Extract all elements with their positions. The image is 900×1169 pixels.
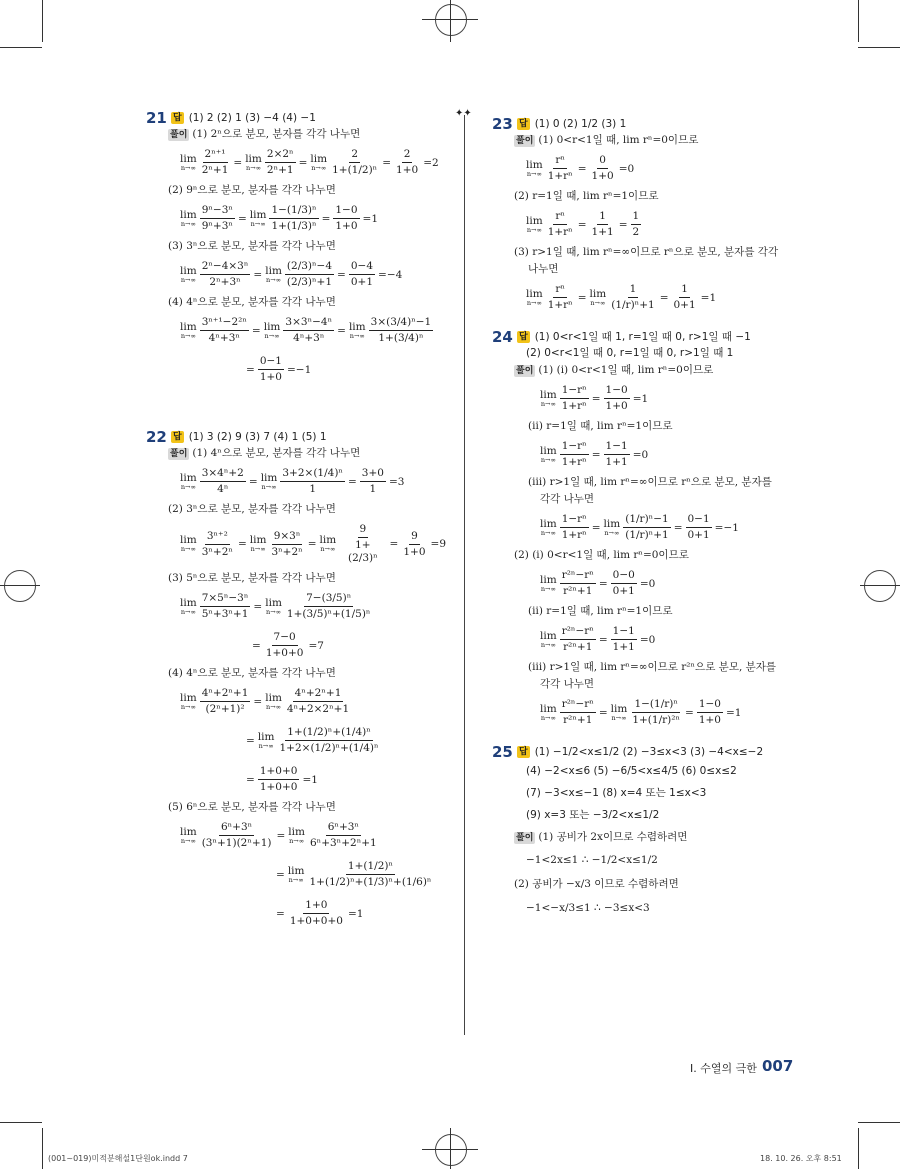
section-label: Ⅰ. 수열의 극한 [690, 1062, 757, 1075]
numerator: 4ⁿ+2ⁿ+1 [293, 687, 344, 702]
equation: = lim n→∞ $\frac{\text{1+(1/2)ⁿ}}{\text{1+(1/2)ⁿ+(1/3)ⁿ+(1/6)ⁿ}}$ [276, 860, 432, 888]
denominator: 1+1 [605, 456, 628, 468]
numerator: 0 [597, 154, 608, 169]
numerator: rⁿ [553, 154, 567, 169]
problem-number: 21 [146, 109, 167, 127]
limit-operator: lim n→∞ [180, 264, 197, 284]
equation: lim n→∞ $\frac{\text{r²ⁿ−rⁿ}}{\text{r²ⁿ+1}}$ = $\frac{1-1}{1+1}$ =0 [540, 625, 656, 653]
result: =−1 [286, 363, 312, 376]
crop-mark [858, 1128, 859, 1169]
numerator: 1−1 [611, 625, 637, 640]
numerator: 1−0 [604, 384, 630, 399]
result: =0 [639, 633, 656, 646]
limit-operator: lim n→∞ [526, 214, 543, 234]
denominator: 1+1 [591, 226, 614, 238]
step-text: (1) (ⅰ) 0<r<1일 때, lim rⁿ=0이므로 [538, 364, 714, 376]
solution-badge: 풀이 [516, 366, 534, 376]
numerator: 1−0 [333, 204, 359, 219]
limit-operator: lim n→∞ [249, 534, 267, 553]
solution-badge: 풀이 [170, 449, 188, 459]
denominator: 1+0 [403, 545, 426, 558]
crop-mark [0, 47, 42, 48]
numerator: 3ⁿ⁺² [205, 530, 230, 545]
registration-line [422, 1149, 478, 1150]
limit-operator: lim n→∞ [257, 730, 275, 750]
result: =7 [308, 639, 324, 652]
equation: lim n→∞ $\frac{\text{9ⁿ−3ⁿ}}{\text{9ⁿ+3ⁿ}}$ = lim n→∞ $\frac{\text{1−(1/3)ⁿ}}{\text{1+(1/3)ⁿ}}$ = $\frac{1-0}{1+0}$ =1 [180, 204, 379, 232]
limit-operator: lim n→∞ [180, 208, 197, 228]
denominator: 2ⁿ+3ⁿ [209, 276, 241, 288]
answer-badge: 답 [173, 432, 182, 442]
crop-mark [858, 47, 900, 48]
denominator: 1+rⁿ [547, 170, 573, 182]
step-text: (1) 4ⁿ으로 분모, 분자를 각각 나누면 [192, 447, 361, 459]
numerator: 7×5ⁿ−3ⁿ [200, 592, 251, 607]
denominator: 1+(1/r)²ⁿ [632, 714, 680, 726]
denominator: (1/r)ⁿ+1 [611, 299, 655, 311]
numerator: 1+(1/2)ⁿ+(1/4)ⁿ [285, 726, 373, 741]
left-column [146, 110, 446, 937]
limit-operator: lim n→∞ [540, 517, 557, 537]
registration-mark [864, 570, 896, 602]
denominator: 1+0 [335, 220, 358, 232]
ornament-icon: ✦✦ [455, 108, 472, 119]
result: =3 [388, 475, 405, 488]
denominator: 0+1 [687, 529, 710, 541]
equation: lim n→∞ $\frac{\text{rⁿ}}{\text{1+rⁿ}}$ = $\frac{0}{1+0}$ =0 [526, 154, 635, 182]
equation: lim n→∞ $\frac{\text{3×4ⁿ+2}}{\text{4ⁿ}}$ = lim n→∞ $\frac{\text{3+2×(1/4)ⁿ}}{1}$ = $\frac{3+0}{1}$ =3 [180, 467, 405, 495]
step-text: (2) (ⅰ) 0<r<1일 때, lim rⁿ=0이므로 [514, 549, 689, 561]
numerator: 9×3ⁿ [272, 530, 303, 545]
equation: lim n→∞ $\frac{\text{r²ⁿ−rⁿ}}{\text{r²ⁿ+1}}$ = $\frac{0-0}{0+1}$ =0 [540, 569, 656, 597]
numerator: 6ⁿ+3ⁿ [326, 821, 361, 836]
equation: = $\frac{1+0+0}{1+0+0}$ =1 [246, 765, 318, 793]
denominator: 1+rⁿ [561, 400, 587, 412]
step-text: (5) 6ⁿ으로 분모, 분자를 각각 나누면 [168, 801, 336, 813]
solution-badge: 풀이 [170, 130, 188, 140]
step-text: (4) 4ⁿ으로 분모, 분자를 각각 나누면 [168, 667, 336, 679]
result: =1 [347, 907, 364, 920]
problem-number: 24 [492, 328, 513, 346]
numerator: 4ⁿ+2ⁿ+1 [200, 687, 251, 702]
result: =0 [632, 448, 649, 461]
denominator: 1 [369, 483, 377, 495]
limit-operator: lim n→∞ [288, 825, 305, 845]
numerator: 1+(1/2)ⁿ [346, 860, 395, 875]
numerator: 1+0 [303, 899, 329, 914]
result: =0 [618, 162, 635, 175]
denominator: 6ⁿ+3ⁿ+2ⁿ+1 [309, 837, 377, 849]
solution-badge: 풀이 [516, 833, 534, 843]
right-column [492, 116, 792, 924]
numerator: 0−1 [686, 513, 712, 528]
registration-mark [435, 4, 467, 36]
denominator: r²ⁿ+1 [563, 585, 593, 597]
slug-right: 18. 10. 26. 오후 8:51 [760, 1154, 842, 1163]
numerator: 2 [402, 148, 413, 163]
answer-text: (4) −2<x≤6 (5) −6/5<x≤4/5 (6) 0≤x≤2 [526, 765, 737, 777]
registration-line [450, 0, 451, 42]
answer-badge: 답 [519, 332, 528, 342]
numerator: 1−(1/r)ⁿ [632, 698, 679, 713]
denominator: 1+0 [698, 714, 721, 726]
numerator: 3+2×(1/4)ⁿ [280, 467, 345, 482]
limit-operator: lim n→∞ [180, 825, 197, 845]
step-text: (3) r>1일 때, lim rⁿ=∞이므로 rⁿ으로 분모, 분자를 각각 [514, 246, 779, 258]
denominator: 1+(2/3)ⁿ [348, 539, 378, 564]
slug-left: (001~019)미적분해설1단원ok.indd 7 [48, 1154, 188, 1163]
denominator: 2ⁿ+1 [201, 164, 229, 176]
step-text: 각각 나누면 [540, 678, 595, 690]
denominator: r²ⁿ+1 [563, 641, 593, 653]
denominator: 4ⁿ+2×2ⁿ+1 [286, 703, 350, 715]
numerator: 3×4ⁿ+2 [200, 467, 246, 482]
denominator: 1+rⁿ [547, 299, 573, 311]
denominator: r²ⁿ+1 [563, 714, 593, 726]
step-text: (1) 0<r<1일 때, lim rⁿ=0이므로 [538, 134, 699, 146]
limit-operator: lim n→∞ [180, 691, 197, 711]
registration-line [422, 19, 478, 20]
equation: lim n→∞ $\frac{\text{1−rⁿ}}{\text{1+rⁿ}}$ = $\frac{1-0}{1+0}$ =1 [540, 384, 649, 412]
answer-text: (9) x=3 또는 −3/2<x≤1/2 [526, 809, 660, 821]
numerator: 6ⁿ+3ⁿ [219, 821, 254, 836]
step-text: (3) 5ⁿ으로 분모, 분자를 각각 나누면 [168, 572, 336, 584]
limit-operator: lim n→∞ [540, 444, 557, 464]
step-text: (3) 3ⁿ으로 분모, 분자를 각각 나누면 [168, 240, 336, 252]
result: =2 [423, 156, 439, 169]
equation: −1<−x/3≤1 ∴ −3≤x<3 [526, 902, 650, 914]
limit-operator: lim n→∞ [348, 320, 366, 340]
numerator: 7−(3/5)ⁿ [304, 592, 353, 607]
denominator: (3ⁿ+1)(2ⁿ+1) [201, 837, 272, 849]
denominator: 4ⁿ+3ⁿ [293, 332, 325, 344]
answer-text: (1) 0<r<1일 때 1, r=1일 때 0, r>1일 때 −1 [534, 331, 751, 343]
answer-text: (1) 2 (2) 1 (3) −4 (4) −1 [188, 112, 316, 124]
denominator: 9ⁿ+3ⁿ [201, 220, 233, 232]
limit-operator: lim n→∞ [265, 264, 282, 284]
equation: lim n→∞ $\frac{\text{1−rⁿ}}{\text{1+rⁿ}}$ = lim n→∞ $\frac{\text{(1/r)ⁿ−1}}{\text{(1/r)ⁿ+1}}$ = $\frac{0-1}{0+1}$ =−1 [540, 513, 739, 541]
denominator: 1+0 [259, 371, 282, 383]
answer-text: (1) 3 (2) 9 (3) 7 (4) 1 (5) 1 [188, 431, 327, 443]
limit-operator: lim n→∞ [319, 534, 337, 553]
step-text: (1) 공비가 2x이므로 수렴하려면 [538, 831, 688, 843]
registration-line [860, 585, 900, 586]
denominator: 1+1 [612, 641, 635, 653]
denominator: (1/r)ⁿ+1 [625, 529, 669, 541]
result: =1 [632, 392, 649, 405]
result: =0 [639, 577, 656, 590]
numerator: 9ⁿ−3ⁿ [200, 204, 235, 219]
numerator: r²ⁿ−rⁿ [560, 625, 596, 640]
equation: lim n→∞ $\frac{\text{1−rⁿ}}{\text{1+rⁿ}}$ = $\frac{1-1}{1+1}$ =0 [540, 440, 649, 468]
limit-operator: lim n→∞ [249, 208, 267, 228]
equation: lim n→∞ $\frac{\text{3ⁿ⁺²}}{\text{3ⁿ+2ⁿ}}$ = lim n→∞ $\frac{\text{9×3ⁿ}}{\text{3ⁿ+2ⁿ}}$ = lim n→∞ $\frac{9}{\text{1+(2/3)ⁿ}}$ = $\frac{9}{1+0}$ =9 [180, 523, 446, 564]
equation: lim n→∞ $\frac{\text{3ⁿ⁺¹−2²ⁿ}}{\text{4ⁿ+3ⁿ}}$ = lim n→∞ $\frac{\text{3×3ⁿ−4ⁿ}}{\text{4ⁿ+3ⁿ}}$ = lim n→∞ $\frac{\text{3×(3/4)ⁿ−1}}{\text{1+(3/4)ⁿ}}$ [180, 316, 432, 344]
equation: = $\frac{0-1}{1+0}$ =−1 [246, 355, 312, 383]
limit-operator: lim n→∞ [180, 152, 197, 172]
denominator: (2/3)ⁿ+1 [286, 276, 333, 288]
equation: lim n→∞ $\frac{\text{rⁿ}}{\text{1+rⁿ}}$ = lim n→∞ $\frac{1}{\text{(1/r)ⁿ+1}}$ = $\frac{1}{0+1}$ =1 [526, 283, 717, 311]
numerator: 1−rⁿ [560, 513, 589, 528]
numerator: 1−0 [697, 698, 723, 713]
equation: lim n→∞ $\frac{\text{r²ⁿ−rⁿ}}{\text{r²ⁿ+1}}$ = lim n→∞ $\frac{\text{1−(1/r)ⁿ}}{\text{1+(1/r)²ⁿ}}$ = $\frac{1-0}{1+0}$ =1 [540, 698, 742, 726]
denominator: 1+0 [605, 400, 628, 412]
denominator: 4ⁿ [217, 483, 229, 495]
solution-badge: 풀이 [516, 136, 534, 146]
denominator: 1+(3/4)ⁿ [378, 332, 424, 344]
denominator: 3ⁿ+2ⁿ [271, 545, 303, 558]
limit-operator: lim n→∞ [287, 864, 305, 884]
numerator: 3×3ⁿ−4ⁿ [283, 316, 334, 331]
numerator: (2/3)ⁿ−4 [285, 260, 334, 275]
limit-operator: lim n→∞ [180, 534, 197, 553]
column-divider [464, 115, 465, 1035]
limit-operator: lim n→∞ [610, 702, 628, 722]
limit-operator: lim n→∞ [540, 629, 557, 649]
registration-mark [435, 1134, 467, 1166]
limit-operator: lim n→∞ [540, 573, 557, 593]
numerator: rⁿ [553, 283, 567, 298]
result: =1 [302, 773, 318, 786]
problem-23 [492, 116, 792, 317]
denominator: 5ⁿ+3ⁿ+1 [201, 608, 249, 620]
denominator: 0+1 [673, 299, 696, 311]
limit-operator: lim n→∞ [265, 691, 282, 711]
limit-operator: lim n→∞ [310, 152, 328, 172]
denominator: 1+0+0 [265, 647, 304, 659]
numerator: 0−1 [258, 355, 284, 370]
equation: lim n→∞ $\frac{\text{7×5ⁿ−3ⁿ}}{\text{5ⁿ+3ⁿ+1}}$ = lim n→∞ $\frac{\text{7−(3/5)ⁿ}}{\text{1+(3/5)ⁿ+(1/5)ⁿ}}$ [180, 592, 371, 620]
numerator: (1/r)ⁿ−1 [623, 513, 670, 528]
answer-text: (1) −1/2<x≤1/2 (2) −3≤x<3 (3) −4<x≤−2 [534, 746, 764, 758]
denominator: 4ⁿ+3ⁿ [208, 332, 240, 344]
equation: −1<2x≤1 ∴ −1/2<x≤1/2 [526, 854, 658, 866]
denominator: 0+1 [612, 585, 635, 597]
step-text: (ⅱ) r=1일 때, lim rⁿ=1이므로 [528, 420, 673, 432]
problem-24 [492, 329, 792, 732]
equation: lim n→∞ $\frac{\text{2ⁿ⁺¹}}{\text{2ⁿ+1}}$ = lim n→∞ $\frac{\text{2×2ⁿ}}{\text{2ⁿ+1}}$ = lim n→∞ $\frac{2}{\text{1+(1/2)ⁿ}}$ = $\frac{2}{1+0}$ =2 [180, 148, 439, 176]
denominator: 1+(1/2)ⁿ+(1/3)ⁿ+(1/6)ⁿ [309, 876, 432, 888]
denominator: 1+rⁿ [547, 226, 573, 238]
limit-operator: lim n→∞ [180, 471, 197, 491]
numerator: 7−0 [272, 631, 298, 646]
answer-badge: 답 [519, 119, 528, 129]
denominator: 1+(1/2)ⁿ [332, 164, 378, 176]
denominator: 1+0 [591, 170, 614, 182]
numerator: 1−rⁿ [560, 384, 589, 399]
step-text: (ⅲ) r>1일 때, lim rⁿ=∞이므로 rⁿ으로 분모, 분자를 [528, 476, 772, 488]
numerator: 1 [679, 283, 690, 298]
crop-mark [0, 1122, 42, 1123]
numerator: rⁿ [553, 210, 567, 225]
numerator: 9 [409, 530, 420, 545]
answer-text: (7) −3<x≤−1 (8) x=4 또는 1≤x<3 [526, 787, 707, 799]
limit-operator: lim n→∞ [589, 287, 607, 307]
equation: = lim n→∞ $\frac{\text{1+(1/2)ⁿ+(1/4)ⁿ}}{\text{1+2×(1/2)ⁿ+(1/4)ⁿ}}$ [246, 726, 379, 754]
numerator: 1−(1/3)ⁿ [269, 204, 318, 219]
problem-21 [146, 110, 446, 389]
limit-operator: lim n→∞ [263, 320, 281, 340]
limit-operator: lim n→∞ [180, 596, 197, 616]
step-text: 각각 나누면 [540, 493, 595, 505]
denominator: 1+(1/3)ⁿ [271, 220, 317, 232]
denominator: 1+rⁿ [561, 529, 587, 541]
denominator: 1+(3/5)ⁿ+(1/5)ⁿ [286, 608, 371, 620]
step-text: (1) 2ⁿ으로 분모, 분자를 각각 나누면 [192, 128, 361, 140]
numerator: 1 [597, 210, 608, 225]
denominator: 1+0 [396, 164, 419, 176]
step-text: (2) 9ⁿ으로 분모, 분자를 각각 나누면 [168, 184, 336, 196]
limit-operator: lim n→∞ [245, 152, 262, 172]
numerator: 1 [631, 210, 642, 225]
page-number: 007 [762, 1057, 794, 1075]
denominator: 0+1 [350, 276, 374, 288]
problem-number: 22 [146, 428, 167, 446]
denominator: 1+2×(1/2)ⁿ+(1/4)ⁿ [279, 742, 379, 754]
problem-25 [492, 744, 792, 920]
numerator: 0−0 [611, 569, 637, 584]
numerator: 3ⁿ⁺¹−2²ⁿ [200, 316, 249, 331]
result: =1 [362, 212, 379, 225]
problem-number: 25 [492, 743, 513, 761]
equation: = $\frac{7-0}{1+0+0}$ =7 [252, 631, 324, 659]
denominator: 2ⁿ+1 [266, 164, 294, 176]
numerator: 0−4 [349, 260, 375, 275]
step-text: (2) r=1일 때, lim rⁿ=1이므로 [514, 190, 659, 202]
numerator: 2ⁿ⁺¹ [203, 148, 228, 163]
denominator: 1 [309, 483, 317, 495]
denominator: 1+0+0+0 [289, 915, 343, 927]
crop-mark [858, 1122, 900, 1123]
step-text: (2) 3ⁿ으로 분모, 분자를 각각 나누면 [168, 503, 336, 515]
equation: lim n→∞ $\frac{\text{6ⁿ+3ⁿ}}{\text{(3ⁿ+1)(2ⁿ+1)}}$ = lim n→∞ $\frac{\text{6ⁿ+3ⁿ}}{\text{6ⁿ+3ⁿ+2ⁿ+1}}$ [180, 821, 377, 849]
limit-operator: lim n→∞ [540, 702, 557, 722]
step-text: (ⅲ) r>1일 때, lim rⁿ=∞이므로 r²ⁿ으로 분모, 분자를 [528, 661, 777, 673]
registration-mark [4, 570, 36, 602]
crop-mark [42, 1128, 43, 1169]
equation: = $\frac{1+0}{1+0+0+0}$ =1 [276, 899, 364, 927]
numerator: 3+0 [360, 467, 386, 482]
step-text: (ⅱ) r=1일 때, lim rⁿ=1이므로 [528, 605, 673, 617]
numerator: r²ⁿ−rⁿ [560, 569, 596, 584]
denominator: 3ⁿ+2ⁿ [201, 545, 233, 558]
denominator: 2 [632, 226, 640, 238]
answer-badge: 답 [173, 113, 182, 123]
numerator: r²ⁿ−rⁿ [560, 698, 596, 713]
step-text: 나누면 [528, 263, 559, 275]
numerator: 1+0+0 [258, 765, 300, 780]
step-text: (4) 4ⁿ으로 분모, 분자를 각각 나누면 [168, 296, 336, 308]
answer-text: (2) 0<r<1일 때 0, r=1일 때 0, r>1일 때 1 [526, 347, 734, 359]
limit-operator: lim n→∞ [265, 596, 282, 616]
crop-mark [858, 0, 859, 42]
result: =1 [700, 291, 717, 304]
limit-operator: lim n→∞ [603, 517, 621, 537]
numerator: 9 [358, 523, 369, 538]
limit-operator: lim n→∞ [526, 287, 543, 307]
problem-number: 23 [492, 115, 513, 133]
numerator: 2 [349, 148, 360, 163]
equation: lim n→∞ $\frac{\text{4ⁿ+2ⁿ+1}}{\text{(2ⁿ+1)²}}$ = lim n→∞ $\frac{\text{4ⁿ+2ⁿ+1}}{\text{4ⁿ+2×2ⁿ+1}}$ [180, 687, 350, 715]
limit-operator: lim n→∞ [540, 388, 557, 408]
answer-text: (1) 0 (2) 1/2 (3) 1 [534, 118, 627, 130]
equation: lim n→∞ $\frac{\text{2ⁿ−4×3ⁿ}}{\text{2ⁿ+3ⁿ}}$ = lim n→∞ $\frac{\text{(2/3)ⁿ−4}}{\text{(2/3)ⁿ+1}}$ = $\frac{0-4}{0+1}$ =−4 [180, 260, 403, 288]
denominator: (2ⁿ+1)² [205, 703, 245, 715]
equation: lim n→∞ $\frac{\text{rⁿ}}{\text{1+rⁿ}}$ = $\frac{1}{1+1}$ = $\frac{1}{2}$ [526, 210, 640, 238]
result: =−1 [714, 521, 739, 534]
result: =1 [725, 706, 742, 719]
denominator: 1+rⁿ [561, 456, 587, 468]
crop-mark [42, 0, 43, 42]
numerator: 1−rⁿ [560, 440, 589, 455]
step-text: (2) 공비가 −x/3 이므로 수렴하려면 [514, 878, 679, 890]
registration-line [0, 585, 40, 586]
numerator: 1 [628, 283, 639, 298]
numerator: 3×(3/4)ⁿ−1 [369, 316, 434, 331]
limit-operator: lim n→∞ [526, 158, 543, 178]
answer-badge: 답 [519, 747, 528, 757]
denominator: 1+0+0 [259, 781, 298, 793]
numerator: 2×2ⁿ [265, 148, 296, 163]
result: =9 [430, 538, 446, 550]
numerator: 1−1 [604, 440, 630, 455]
limit-operator: lim n→∞ [260, 471, 278, 491]
result: =−4 [378, 268, 403, 281]
problem-22 [146, 429, 446, 933]
limit-operator: lim n→∞ [180, 320, 197, 340]
numerator: 2ⁿ−4×3ⁿ [200, 260, 251, 275]
